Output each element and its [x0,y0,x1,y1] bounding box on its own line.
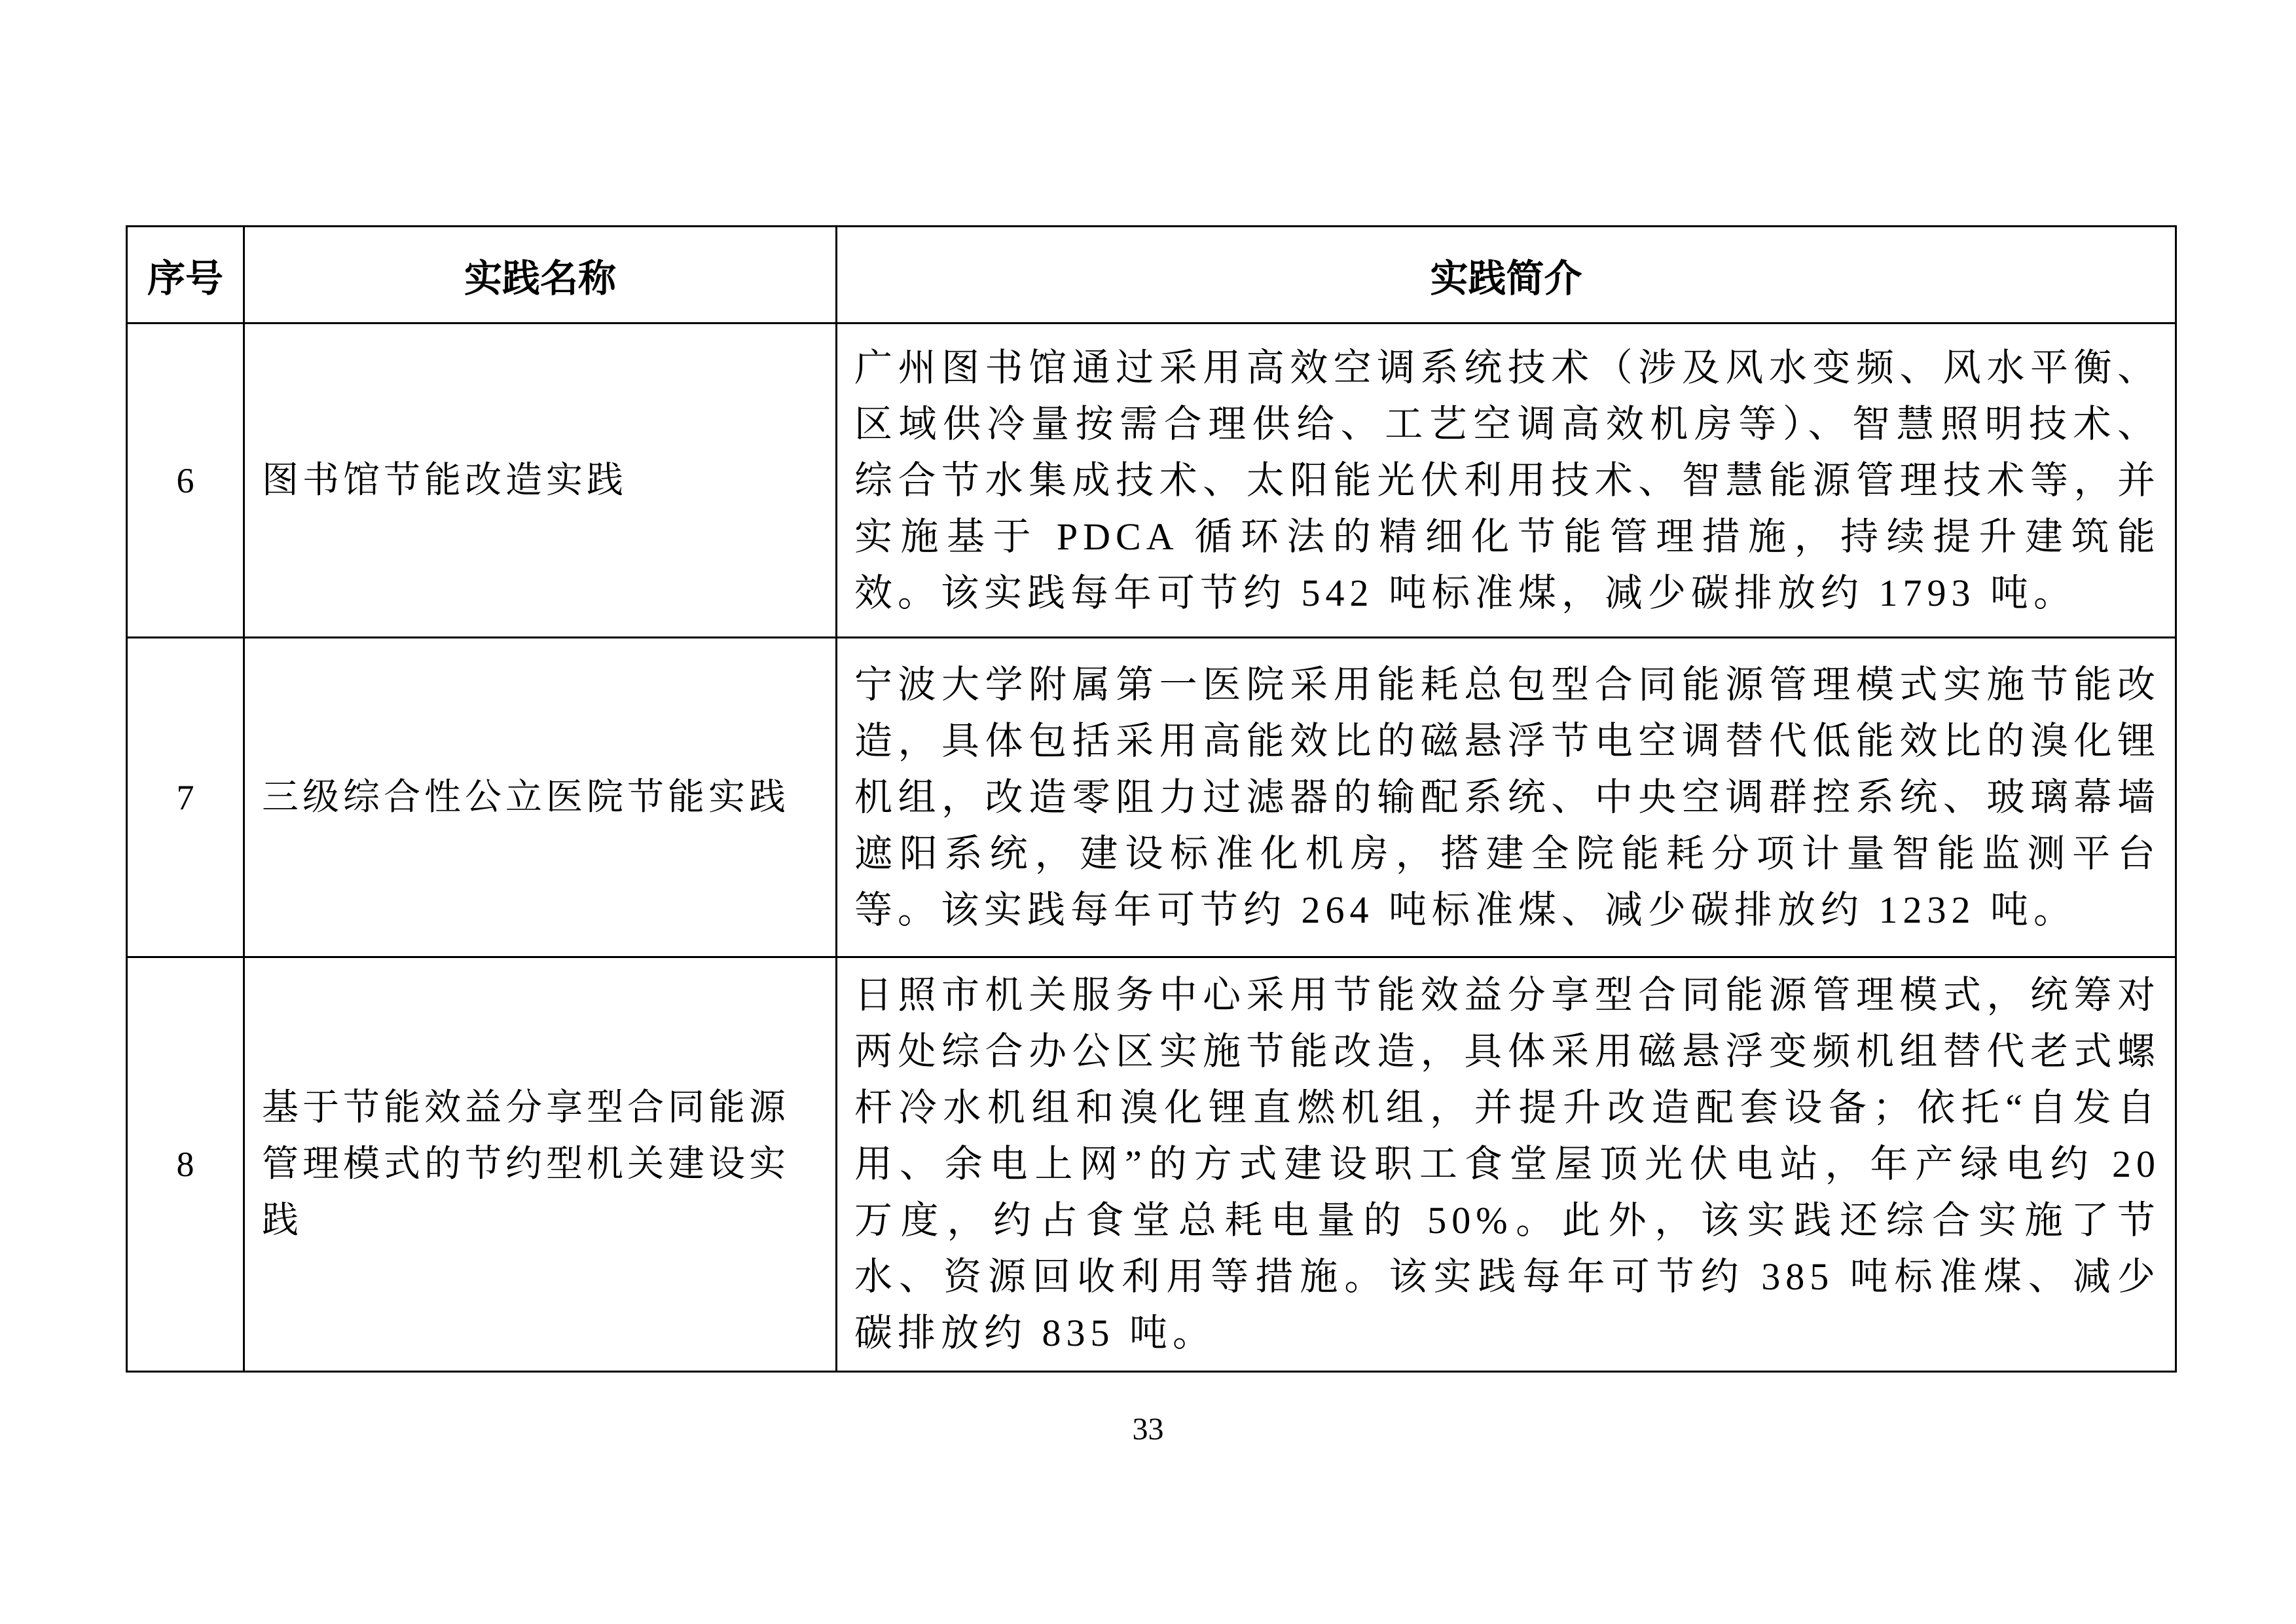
header-no: 序号 [127,227,244,323]
header-desc: 实践简介 [837,227,2176,323]
row-number: 8 [127,957,244,1372]
practice-description: 宁波大学附属第一医院采用能耗总包型合同能源管理模式实施节能改造，具体包括采用高能效比的磁悬浮节电空调替代低能效比的溴化锂机组，改造零阻力过滤器的输配系统、中央空调群控系统、玻璃幕墙遮阳系统，建设标准化机房，搭建全院能耗分项计量智能监测平台等。该实践每年可节约 264 吨标准煤、减少碳排放约 1232 吨。 [837,638,2176,957]
practice-name: 三级综合性公立医院节能实践 [244,638,837,957]
table-header-row [127,227,2176,323]
practice-table [126,225,2177,1373]
header-name: 实践名称 [244,227,837,323]
table-row [127,957,2176,1372]
practice-description: 广州图书馆通过采用高效空调系统技术（涉及风水变频、风水平衡、区域供冷量按需合理供给、工艺空调高效机房等）、智慧照明技术、综合节水集成技术、太阳能光伏利用技术、智慧能源管理技术等，并实施基于 PDCA 循环法的精细化节能管理措施，持续提升建筑能效。该实践每年可节约 542 吨标准煤，减少碳排放约 1793 吨。 [837,323,2176,638]
practice-name: 图书馆节能改造实践 [244,323,837,638]
practice-name: 基于节能效益分享型合同能源管理模式的节约型机关建设实践 [244,957,837,1372]
page-number: 33 [1132,1412,1164,1447]
row-number: 6 [127,323,244,638]
table-row [127,638,2176,957]
practice-description: 日照市机关服务中心采用节能效益分享型合同能源管理模式，统筹对两处综合办公区实施节能改造，具体采用磁悬浮变频机组替代老式螺杆冷水机组和溴化锂直燃机组，并提升改造配套设备；依托“自发自用、余电上网”的方式建设职工食堂屋顶光伏电站，年产绿电约 20 万度，约占食堂总耗电量的 50%。此外，该实践还综合实施了节水、资源回收利用等措施。该实践每年可节约 385 吨标准煤、减少碳排放约 835 吨。 [837,957,2176,1372]
row-number: 7 [127,638,244,957]
table-row [127,323,2176,638]
